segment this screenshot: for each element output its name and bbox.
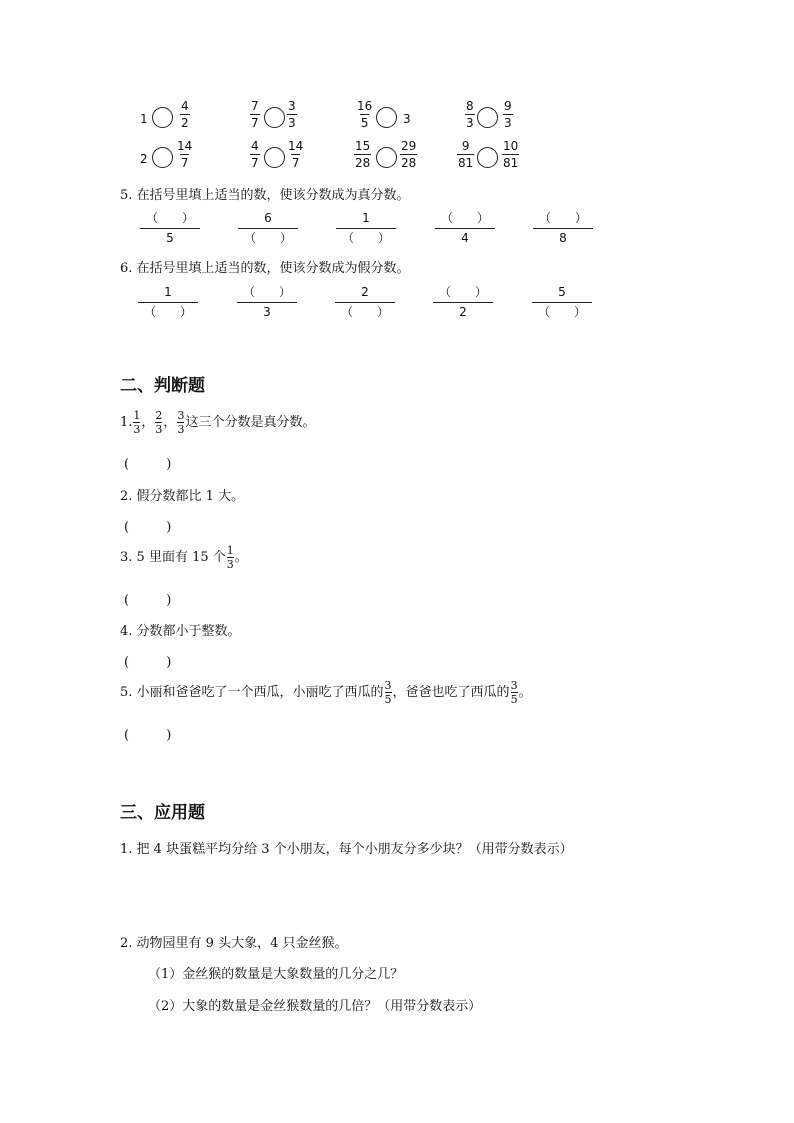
denominator: 8	[559, 231, 567, 245]
numerator: 29	[401, 139, 417, 153]
numerator[interactable]: （ ）	[440, 211, 489, 225]
numerator: 4	[251, 139, 259, 153]
answer-blank[interactable]: ( )	[124, 593, 172, 608]
section2-heading: 二、判断题	[120, 376, 205, 396]
fraction-bar	[237, 302, 297, 303]
fraction-bar	[335, 302, 395, 303]
numerator: 10	[503, 139, 519, 153]
denominator: 3	[263, 305, 271, 319]
q5-fill-1	[140, 212, 200, 246]
inline-fraction	[385, 680, 392, 705]
compare-r1a-right	[180, 100, 190, 129]
section3-heading: 三、应用题	[120, 803, 205, 823]
denominator: 81	[503, 156, 519, 170]
numerator: 14	[288, 139, 304, 153]
inline-fraction	[155, 410, 162, 435]
answer-blank[interactable]: ( )	[124, 728, 172, 743]
denominator[interactable]: （ ）	[143, 305, 192, 319]
inline-fraction	[511, 680, 518, 705]
compare-r2c-left	[354, 140, 371, 169]
numerator: 1	[362, 211, 370, 225]
compare-r2a-left: 2	[140, 152, 148, 166]
compare-circle[interactable]	[477, 107, 498, 128]
q-number: 1.	[120, 415, 133, 430]
q5-text: 5. 在括号里填上适当的数，使该分数成为真分数。	[120, 188, 410, 203]
compare-circle[interactable]	[264, 147, 285, 168]
s3-q2-part2: （2）大象的数量是金丝猴数量的几倍？（用带分数表示）	[148, 999, 482, 1014]
denominator: 5	[166, 231, 174, 245]
compare-circle[interactable]	[376, 107, 397, 128]
question-text: 这三个分数是真分数。	[185, 415, 316, 430]
denominator[interactable]: （ ）	[537, 305, 586, 319]
denominator: 5	[510, 693, 518, 706]
numerator: 8	[466, 99, 474, 113]
answer-blank[interactable]: ( )	[124, 520, 172, 535]
answer-blank[interactable]: ( )	[124, 655, 172, 670]
compare-circle[interactable]	[477, 147, 498, 168]
numerator: 14	[177, 139, 193, 153]
fraction-bar	[140, 228, 200, 229]
denominator: 4	[461, 231, 469, 245]
compare-r1c-left	[356, 100, 373, 129]
fraction-bar	[532, 302, 592, 303]
numerator: 2	[155, 409, 163, 422]
denominator[interactable]: （ ）	[340, 305, 389, 319]
numerator: 9	[461, 139, 470, 153]
compare-r1a-left: 1	[140, 112, 148, 126]
denominator: 28	[355, 156, 371, 170]
s2-q3	[120, 545, 248, 570]
denominator[interactable]: （ ）	[243, 231, 292, 245]
denominator: 7	[251, 156, 259, 170]
compare-r2b-right	[287, 140, 304, 169]
numerator: 7	[251, 99, 259, 113]
denominator: 2	[181, 116, 189, 130]
q6-fill-4	[433, 286, 493, 320]
compare-r1b-right	[287, 100, 297, 129]
numerator: 3	[288, 99, 296, 113]
denominator: 3	[226, 558, 234, 571]
s2-q5	[120, 680, 532, 705]
compare-circle[interactable]	[152, 107, 173, 128]
compare-r1b-left	[250, 100, 260, 129]
question-text: 5. 小丽和爸爸吃了一个西瓜，小丽吃了西瓜的	[120, 685, 384, 700]
q5-fill-5	[533, 212, 593, 246]
numerator: 2	[361, 285, 369, 299]
denominator: 5	[360, 116, 369, 130]
compare-r2d-left	[457, 140, 474, 169]
denominator: 81	[458, 156, 474, 170]
numerator[interactable]: （ ）	[538, 211, 587, 225]
numerator: 1	[226, 544, 234, 557]
s2-q2: 2. 假分数都比 1 大。	[120, 489, 245, 504]
numerator: 3	[384, 679, 392, 692]
denominator: 28	[401, 156, 417, 170]
compare-r2b-left	[250, 140, 260, 169]
denominator: 7	[180, 156, 189, 170]
fraction-bar	[336, 228, 396, 229]
numerator[interactable]: （ ）	[438, 285, 487, 299]
denominator: 3	[133, 423, 141, 436]
compare-r1d-left	[465, 100, 475, 129]
q6-fill-5	[532, 286, 592, 320]
denominator: 3	[177, 423, 185, 436]
numerator: 5	[558, 285, 566, 299]
compare-circle[interactable]	[264, 107, 285, 128]
compare-r1d-right	[503, 100, 513, 129]
denominator: 5	[384, 693, 392, 706]
numerator: 3	[510, 679, 518, 692]
compare-circle[interactable]	[152, 147, 173, 168]
question-text: ，爸爸也吃了西瓜的	[392, 685, 510, 700]
fraction-bar	[533, 228, 593, 229]
inline-fraction	[133, 410, 140, 435]
q6-fill-1	[138, 286, 198, 320]
numerator: 1	[164, 285, 172, 299]
s2-q4: 4. 分数都小于整数。	[120, 624, 241, 639]
denominator: 3	[288, 116, 296, 130]
q6-fill-3	[335, 286, 395, 320]
question-end: 。	[518, 685, 532, 700]
fraction-bar	[433, 302, 493, 303]
question-text: 3. 5 里面有 15 个	[120, 550, 226, 565]
s3-q2-part1: （1）金丝猴的数量是大象数量的几分之几？	[148, 967, 404, 982]
fraction-bar	[238, 228, 298, 229]
denominator: 3	[155, 423, 163, 436]
denominator[interactable]: （ ）	[341, 231, 390, 245]
s3-q1: 1. 把 4 块蛋糕平均分给 3 个小朋友，每个小朋友分多少块？（用带分数表示）	[120, 842, 573, 857]
q6-text: 6. 在括号里填上适当的数，使该分数成为假分数。	[120, 261, 410, 276]
compare-circle[interactable]	[376, 147, 397, 168]
inline-fraction	[227, 545, 234, 570]
numerator[interactable]: （ ）	[145, 211, 194, 225]
q5-fill-2	[238, 212, 298, 246]
compare-r2d-right	[502, 140, 519, 169]
numerator: 1	[133, 409, 141, 422]
numerator: 3	[177, 409, 185, 422]
s2-q1	[120, 410, 315, 435]
fraction-bar	[435, 228, 495, 229]
answer-blank[interactable]: ( )	[124, 457, 172, 472]
separator: ，	[141, 415, 155, 430]
denominator: 3	[504, 116, 512, 130]
q5-fill-4	[435, 212, 495, 246]
denominator: 2	[459, 305, 467, 319]
question-end: 。	[234, 550, 248, 565]
numerator: 16	[357, 99, 373, 113]
denominator: 7	[251, 116, 259, 130]
numerator: 9	[504, 99, 512, 113]
compare-r2c-right	[400, 140, 417, 169]
inline-fraction	[177, 410, 184, 435]
numerator[interactable]: （ ）	[242, 285, 291, 299]
q6-fill-2	[237, 286, 297, 320]
compare-r2a-right	[176, 140, 193, 169]
denominator: 7	[291, 156, 300, 170]
s3-q2: 2. 动物园里有 9 头大象，4 只金丝猴。	[120, 936, 348, 951]
numerator: 15	[355, 139, 371, 153]
fraction-bar	[138, 302, 198, 303]
compare-r1c-right: 3	[403, 112, 411, 126]
denominator: 3	[466, 116, 474, 130]
numerator: 4	[181, 99, 189, 113]
separator: ，	[163, 415, 177, 430]
numerator: 6	[264, 211, 272, 225]
q5-fill-3	[336, 212, 396, 246]
